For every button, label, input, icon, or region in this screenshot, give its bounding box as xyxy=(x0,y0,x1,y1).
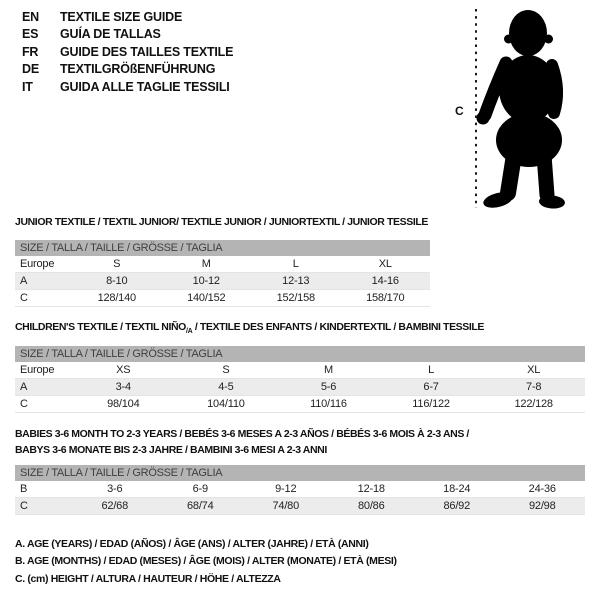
section-title-text: CHILDREN'S TEXTILE / TEXTIL NIÑO xyxy=(15,321,186,333)
baby-figure xyxy=(452,5,577,215)
value-cell: 12-13 xyxy=(282,275,310,287)
table-body xyxy=(15,481,585,515)
value-cell: 12-18 xyxy=(357,483,385,495)
row-label-cell: C xyxy=(20,500,28,512)
language-code: EN xyxy=(22,9,39,24)
footnote-line: B. AGE (MONTHS) / EDAD (MESES) / ÂGE (MOIS) / ALTER (MONATE) / ETÀ (MESI) xyxy=(15,555,397,568)
language-title-list xyxy=(22,8,233,96)
row-label-cell: C xyxy=(20,398,28,410)
value-cell: L xyxy=(428,364,435,376)
table-body xyxy=(15,362,585,413)
table-row xyxy=(15,379,585,396)
section-title-line xyxy=(15,442,600,458)
row-label-cell: A xyxy=(20,275,28,287)
row-label-cell: Europe xyxy=(20,364,55,376)
language-row xyxy=(22,78,233,96)
language-title: GUÍA DE TALLAS xyxy=(60,27,161,42)
value-cell: 158/170 xyxy=(366,292,405,304)
table-header-bar xyxy=(15,240,430,256)
value-cell: 14-16 xyxy=(371,275,399,287)
section-title xyxy=(15,319,600,340)
value-cell: 98/104 xyxy=(107,398,140,410)
value-cell: 9-12 xyxy=(275,483,297,495)
value-cell: 74/80 xyxy=(272,500,300,512)
language-title: TEXTILGRÖßENFÜHRUNG xyxy=(60,62,216,77)
toddler-shape xyxy=(477,10,566,210)
footnote-line: C. (cm) HEIGHT / ALTURA / HAUTEUR / HÖHE / ALTEZZA xyxy=(15,572,281,585)
value-cell: 128/140 xyxy=(97,292,136,304)
value-cell: XL xyxy=(378,258,392,270)
section-title xyxy=(15,426,600,458)
language-row xyxy=(22,43,233,61)
value-cell: M xyxy=(201,258,211,270)
value-cell: 4-5 xyxy=(218,381,234,393)
table-row xyxy=(15,396,585,413)
table-row xyxy=(15,362,585,379)
value-cell: L xyxy=(292,258,299,270)
value-cell: 8-10 xyxy=(106,275,128,287)
table-row xyxy=(15,273,430,290)
footnote-line: A. AGE (YEARS) / EDAD (AÑOS) / ÂGE (ANS) / ALTER (JAHRE) / ETÀ (ANNI) xyxy=(15,538,369,550)
value-cell: 68/74 xyxy=(186,500,214,512)
language-title: TEXTILE SIZE GUIDE xyxy=(60,9,183,24)
language-code: ES xyxy=(22,27,39,42)
language-row xyxy=(22,26,233,44)
value-cell: 6-9 xyxy=(192,483,208,495)
value-cell: S xyxy=(113,258,121,270)
value-cell: XL xyxy=(527,364,541,376)
language-title: GUIDE DES TAILLES TEXTILE xyxy=(60,44,234,59)
height-marker-label: C xyxy=(455,104,464,118)
table-row xyxy=(15,481,585,498)
table-header-bar xyxy=(15,465,585,481)
section-title-text: BABIES 3-6 MONTH TO 2-3 YEARS / BEBÉS 3-6 MESES A 2-3 AÑOS / BÉBÉS 3-6 MOIS À 2-3 ANS / xyxy=(15,428,469,440)
row-label-cell: B xyxy=(20,483,28,495)
value-cell: 116/122 xyxy=(412,398,450,410)
language-title: GUIDA ALLE TAGLIE TESSILI xyxy=(60,79,230,94)
section-junior-textile xyxy=(15,214,600,304)
language-code: DE xyxy=(22,62,39,77)
value-cell: 152/158 xyxy=(276,292,315,304)
baby-silhouette xyxy=(470,5,577,212)
table-body xyxy=(15,256,430,307)
section-babies-textile xyxy=(15,426,600,512)
section-title-text: / TEXTILE DES ENFANTS / KINDERTEXTIL / BAMBINI TESSILE xyxy=(192,321,485,333)
value-cell: 140/152 xyxy=(187,292,226,304)
language-code: IT xyxy=(22,79,33,94)
section-title-text: JUNIOR TEXTILE / TEXTIL JUNIOR/ TEXTILE JUNIOR / JUNIORTEXTIL / JUNIOR TESSILE xyxy=(15,216,428,228)
section-title-line xyxy=(15,426,600,442)
value-cell: 3-4 xyxy=(115,381,131,393)
childrens-size-table xyxy=(15,346,585,413)
table-header-label: SIZE / TALLA / TAILLE / GRÖSSE / TAGLIA xyxy=(20,348,223,360)
value-cell: M xyxy=(324,364,333,376)
footnote-legend xyxy=(15,536,397,588)
value-cell: 86/92 xyxy=(443,500,471,512)
babies-size-table xyxy=(15,465,585,515)
value-cell: 104/110 xyxy=(207,398,245,410)
value-cell: 18-24 xyxy=(443,483,471,495)
row-label-cell: A xyxy=(20,381,28,393)
value-cell: 3-6 xyxy=(107,483,123,495)
value-cell: 5-6 xyxy=(320,381,337,393)
row-label-cell: C xyxy=(20,292,28,304)
section-childrens-textile xyxy=(15,319,600,410)
table-row xyxy=(15,256,430,273)
table-header-label: SIZE / TALLA / TAILLE / GRÖSSE / TAGLIA xyxy=(20,242,223,254)
table-row xyxy=(15,498,585,515)
value-cell: 110/116 xyxy=(310,398,347,410)
value-cell: S xyxy=(222,364,230,376)
table-header-label: SIZE / TALLA / TAILLE / GRÖSSE / TAGLIA xyxy=(20,467,223,479)
value-cell: 7-8 xyxy=(526,381,542,393)
section-title xyxy=(15,214,600,230)
value-cell: 62/68 xyxy=(101,500,129,512)
value-cell: XS xyxy=(116,364,131,376)
section-title-line xyxy=(15,319,600,340)
table-row xyxy=(15,290,430,307)
row-label-cell: Europe xyxy=(20,258,55,270)
value-cell: 122/128 xyxy=(514,398,553,410)
value-cell: 6-7 xyxy=(423,381,439,393)
value-cell: 80/86 xyxy=(357,500,385,512)
junior-size-table xyxy=(15,240,430,307)
value-cell: 10-12 xyxy=(192,275,220,287)
value-cell: 92/98 xyxy=(528,500,556,512)
section-title-line xyxy=(15,214,600,230)
language-code: FR xyxy=(22,44,39,59)
language-row xyxy=(22,61,233,79)
language-row xyxy=(22,8,233,26)
section-title-text: BABYS 3-6 MONATE BIS 2-3 JAHRE / BAMBINI 3-6 MESI A 2-3 ANNI xyxy=(15,444,327,456)
table-header-bar xyxy=(15,346,585,362)
value-cell: 24-36 xyxy=(528,483,556,495)
section-title-text: /A xyxy=(185,328,193,336)
